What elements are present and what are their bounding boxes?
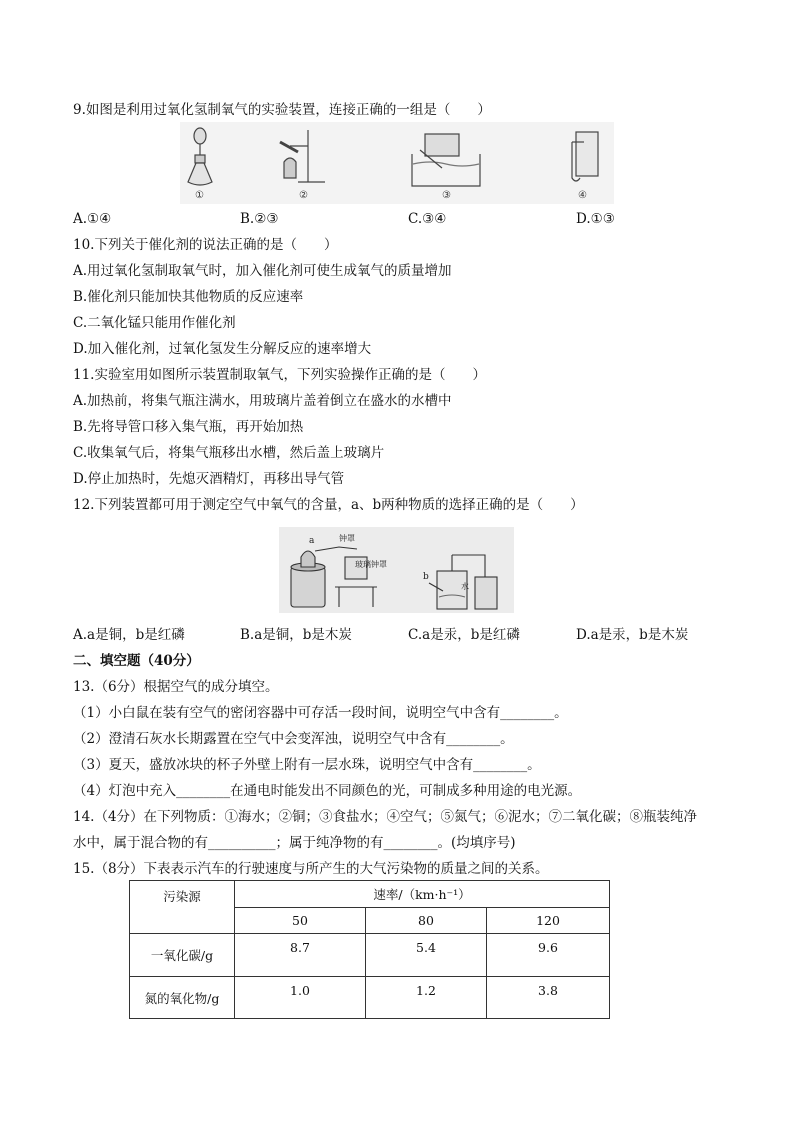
table-cell: 9.6 — [487, 934, 610, 977]
q12-label-a-left: a — [309, 536, 315, 546]
table-cell: 8.7 — [235, 934, 366, 977]
q10-option-b: B.催化剂只能加快其他物质的反应速率 — [73, 289, 304, 305]
table-header-source: 污染源 — [130, 881, 235, 934]
q12-option-d: D.a是汞，b是木炭 — [576, 627, 689, 643]
q11-option-a: A.加热前，将集气瓶注满水，用玻璃片盖着倒立在盛水的水槽中 — [73, 393, 452, 409]
table-cell: 3.8 — [487, 977, 610, 1019]
q13-item-2: （2）澄清石灰水长期露置在空气中会变浑浊，说明空气中含有________。 — [73, 731, 514, 747]
table-row-label: 一氧化碳/g — [130, 934, 235, 977]
q12-label-bell-jar: 钟罩 — [339, 534, 355, 543]
table-speed-50: 50 — [235, 908, 366, 934]
table-row — [130, 977, 610, 1019]
table-speed-120: 120 — [487, 908, 610, 934]
q10-option-c: C.二氧化锰只能用作催化剂 — [73, 315, 236, 331]
q11-stem: 11.实验室用如图所示装置制取氧气，下列实验操作正确的是（ ） — [73, 367, 486, 383]
q13-stem: 13.（6分）根据空气的成分填空。 — [73, 679, 279, 695]
q9-stem: 9.如图是利用过氧化氢制氧气的实验装置，连接正确的一组是（ ） — [73, 102, 491, 118]
pollution-table — [129, 880, 610, 1019]
q9-option-d: D.①③ — [576, 211, 615, 227]
q12-option-b: B.a是铜，b是木炭 — [240, 627, 352, 643]
q9-option-c: C.③④ — [408, 211, 447, 227]
table-header-speed: 速率/（km·h⁻¹） — [235, 881, 610, 908]
q13-item-4: （4）灯泡中充入________在通电时能发出不同颜色的光，可制成多种用途的电光源。 — [73, 783, 582, 799]
table-cell: 1.2 — [366, 977, 487, 1019]
q9-option-b: B.②③ — [240, 211, 279, 227]
q11-option-c: C.收集氧气后，将集气瓶移出水槽，然后盖上玻璃片 — [73, 445, 385, 461]
q10-stem: 10.下列关于催化剂的说法正确的是（ ） — [73, 237, 338, 253]
q12-label-glass-jar: 玻璃钟罩 — [355, 560, 387, 569]
q9-fig-label-4: ④ — [578, 190, 587, 201]
q12-label-water: 水 — [461, 582, 469, 591]
apparatus-4-bottle-icon — [572, 132, 598, 181]
q12-apparatus-figure — [279, 527, 514, 613]
q9-fig-label-2: ② — [299, 190, 308, 201]
q13-item-1: （1）小白鼠在装有空气的密闭容器中可存活一段时间，说明空气中含有________。 — [73, 705, 568, 721]
q12-stem: 12.下列装置都可用于测定空气中氧气的含量，a、b两种物质的选择正确的是（ ） — [73, 497, 584, 513]
section-2-title: 二、填空题（40分） — [73, 653, 200, 669]
q10-option-d: D.加入催化剂，过氧化氢发生分解反应的速率增大 — [73, 341, 372, 357]
q12-label-b: b — [423, 572, 429, 582]
q15-stem: 15.（8分）下表表示汽车的行驶速度与所产生的大气污染物的质量之间的关系。 — [73, 861, 549, 877]
q9-fig-label-3: ③ — [442, 190, 451, 201]
q14-line-1: 14.（4分）在下列物质：①海水；②铜；③食盐水；④空气；⑤氮气；⑥泥水；⑦二氧化碳；⑧瓶装纯净 — [73, 809, 698, 825]
q9-option-a: A.①④ — [73, 211, 112, 227]
table-row-label: 氮的氧化物/g — [130, 977, 235, 1019]
q11-option-b: B.先将导管口移入集气瓶，再开始加热 — [73, 419, 304, 435]
q13-item-3: （3）夏天，盛放冰块的杯子外壁上附有一层水珠，说明空气中含有________。 — [73, 757, 541, 773]
q14-line-2: 水中，属于混合物的有__________；属于纯净物的有________。(均填序号) — [73, 835, 516, 851]
q9-fig-label-1: ① — [195, 190, 204, 201]
table-cell: 1.0 — [235, 977, 366, 1019]
q11-option-d: D.停止加热时，先熄灭酒精灯，再移出导气管 — [73, 471, 345, 487]
table-row — [130, 934, 610, 977]
table-speed-80: 80 — [366, 908, 487, 934]
q10-option-a: A.用过氧化氢制取氧气时，加入催化剂可使生成氧气的质量增加 — [73, 263, 452, 279]
q9-apparatus-figure — [180, 122, 614, 204]
q12-option-a: A.a是铜，b是红磷 — [73, 627, 185, 643]
table-cell: 5.4 — [366, 934, 487, 977]
q12-option-c: C.a是汞，b是红磷 — [408, 627, 520, 643]
